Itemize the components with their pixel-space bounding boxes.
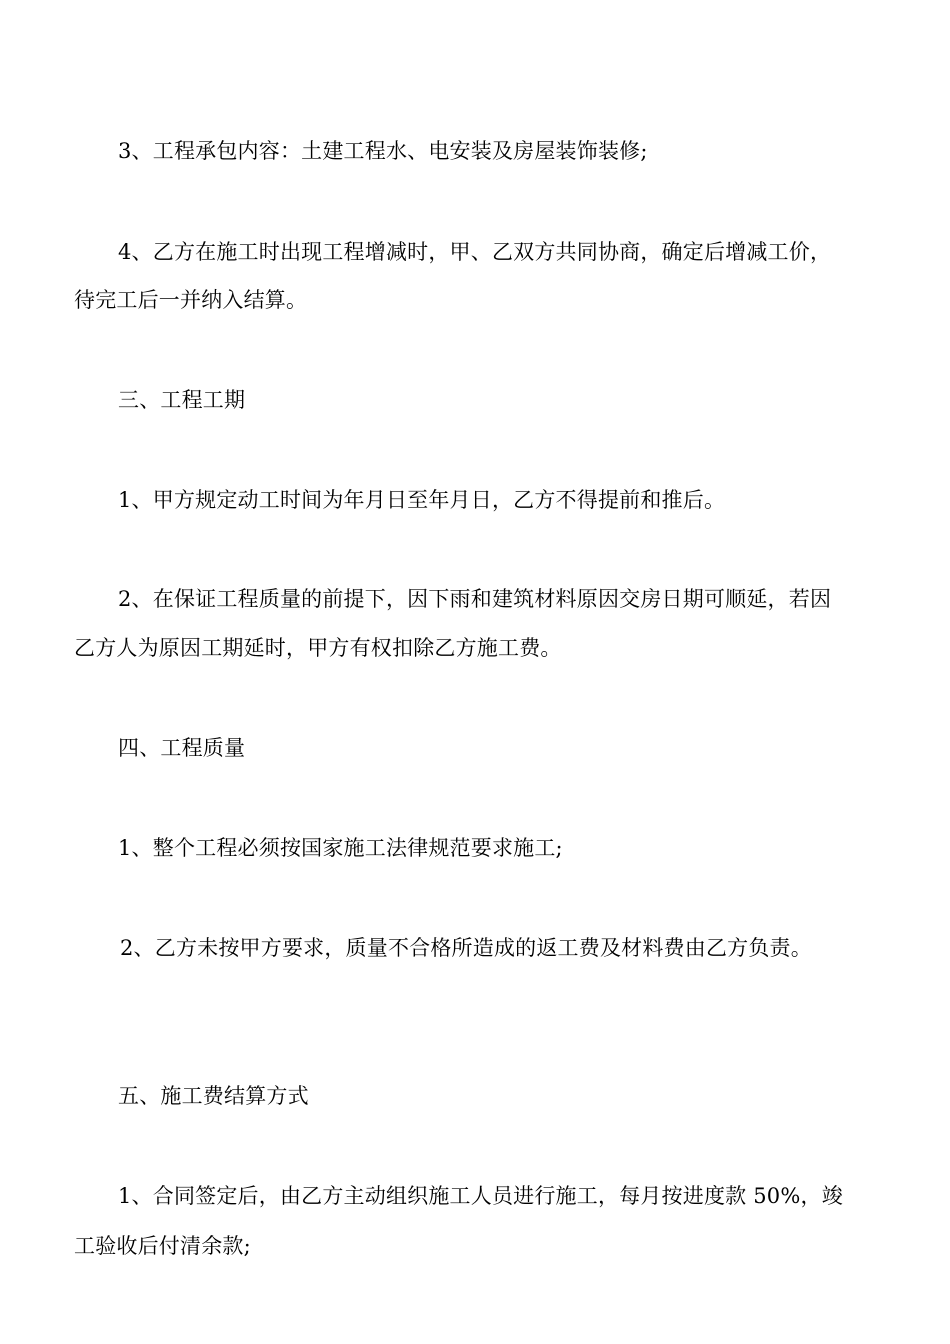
schedule-clause-1: 1、甲方规定动工时间为年月日至年月日，乙方不得提前和推后。 [118,488,726,512]
payment-clause-1-line-1: 1、合同签定后，由乙方主动组织施工人员进行施工，每月按进度款 50%，竣 [118,1184,843,1208]
schedule-clause-2-line-2: 乙方人为原因工期延时，甲方有权扣除乙方施工费。 [74,636,562,660]
clause-3-scope: 3、工程承包内容：土建工程水、电安装及房屋装饰装修; [118,139,648,163]
schedule-clause-2-line-1: 2、在保证工程质量的前提下，因下雨和建筑材料原因交房日期可顺延，若因 [118,587,832,611]
section-4-heading: 四、工程质量 [118,736,246,760]
clause-4-changes-line-1: 4、乙方在施工时出现工程增减时，甲、乙双方共同协商，确定后增减工价， [118,240,832,264]
section-3-heading: 三、工程工期 [118,388,246,412]
quality-clause-1: 1、整个工程必须按国家施工法律规范要求施工; [118,836,563,860]
clause-4-changes-line-2: 待完工后一并纳入结算。 [74,288,308,312]
section-5-heading: 五、施工费结算方式 [118,1084,309,1108]
quality-clause-2: 2、乙方未按甲方要求，质量不合格所造成的返工费及材料费由乙方负责。 [120,936,812,960]
payment-clause-1-line-2: 工验收后付清余款; [74,1234,251,1258]
